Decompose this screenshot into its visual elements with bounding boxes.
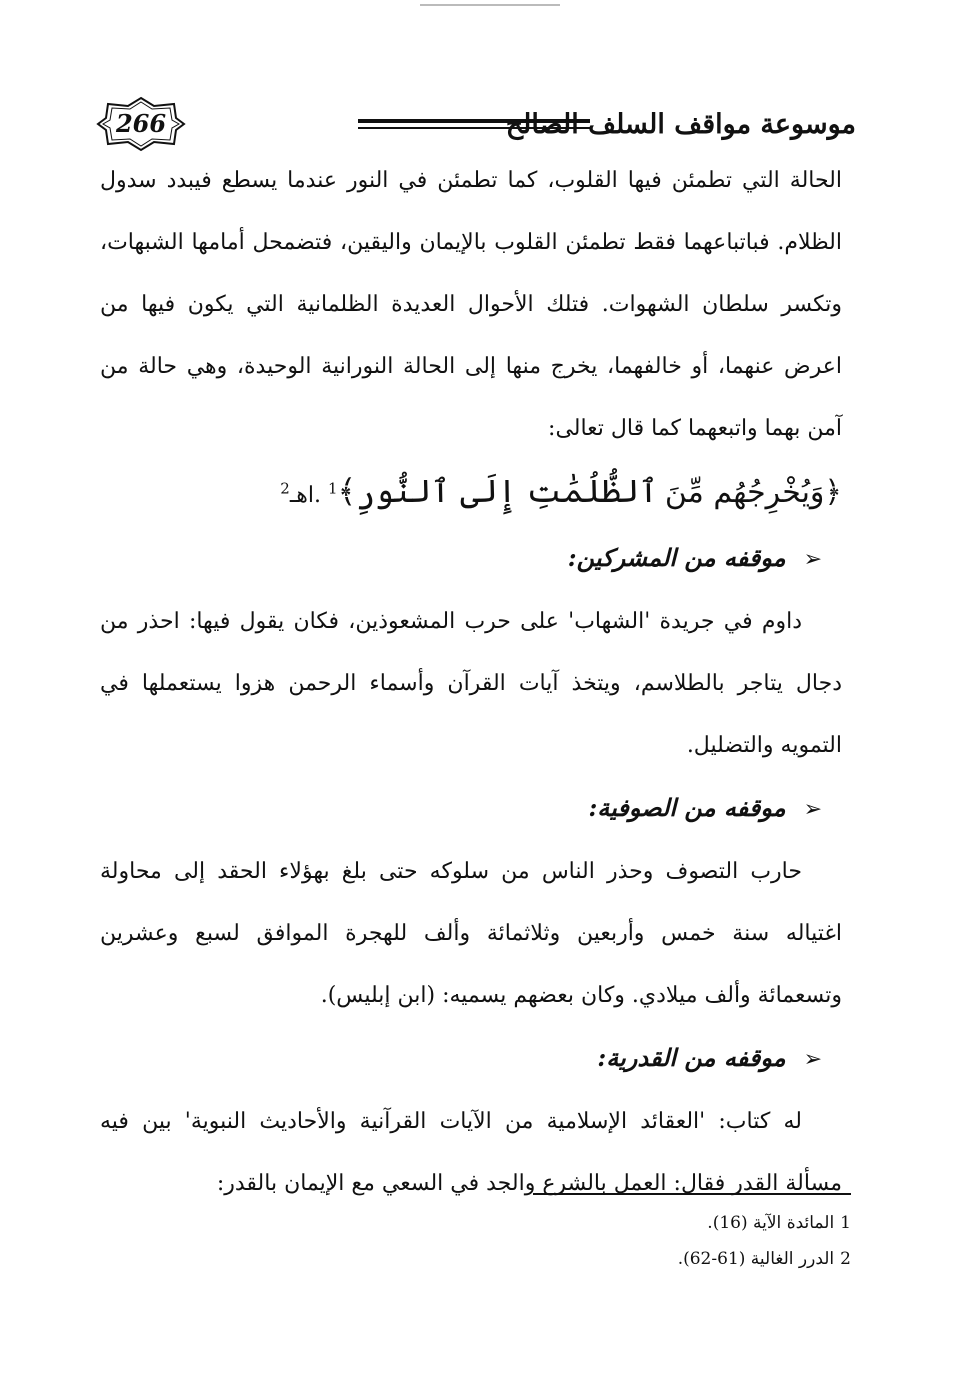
main-text <box>100 150 842 1215</box>
footnote-2 <box>351 1241 851 1277</box>
quran-verse-part-2: ٱلظُّلُمَٰتِ إِلَى ٱلنُّورِ﴾ <box>337 472 658 510</box>
footnote-ref-1[interactable]: 1 <box>327 479 338 498</box>
section-heading-polytheists <box>100 527 842 591</box>
quran-verse-line <box>100 460 842 527</box>
footnote-ref-2[interactable]: 2 <box>280 479 290 498</box>
arrow-bullet-icon: ➢ <box>803 547 822 572</box>
footnote-number: 2 <box>840 1249 851 1269</box>
paragraph-4: له كتاب: 'العقائد الإسلامية من الآيات القرآنية والأحاديث النبوية' بين فيه مسألة القدر فقال: العمل بالشرع والجد في السعي مع الإيمان بالقدر: <box>100 1109 842 1196</box>
footnote-text: الدرر الغالية (61-62). <box>677 1249 835 1269</box>
section-heading-sufis <box>100 777 842 841</box>
arrow-bullet-icon: ➢ <box>803 1047 822 1072</box>
footnote-number: 1 <box>840 1213 851 1233</box>
page-header <box>96 96 856 156</box>
quran-verse-part-1: ﴿وَيُخْرِجُهُم مِّنَ <box>664 475 842 510</box>
footnotes <box>351 1205 851 1277</box>
paragraph-2: داوم في جريدة 'الشهاب' على حرب المشعوذين، فكان يقول فيها: احذر من دجال يتاجر بالطلاسم، ويتخذ آيات القرآن وأسماء الرحمن هزوا يستعملها في التمويه والتضليل. <box>100 609 842 758</box>
section-heading-qadariyya <box>100 1027 842 1091</box>
footnote-1 <box>351 1205 851 1241</box>
heading-text: موقفه من المشركين: <box>567 543 786 572</box>
ending-mark: .اهـ <box>289 483 321 508</box>
top-edge-rule <box>420 4 560 6</box>
paragraph-3: حارب التصوف وحذر الناس من سلوكه حتى بلغ بهؤلاء الحقد إلى محاولة اغتياله سنة خمس وأربعين وثلاثمائة وألف للهجرة الموافق لسبع وعشرين وتسعمائة وألف ميلادي. وكان بعضهم يسميه: (ابن إبليس). <box>100 859 842 1008</box>
footnote-separator <box>533 1193 851 1195</box>
arrow-bullet-icon: ➢ <box>803 797 822 822</box>
paragraph-1: الحالة التي تطمئن فيها القلوب، كما تطمئن في النور عندما يسطع فيبدد سدول الظلام. فباتباعهما فقط تطمئن القلوب بالإيمان واليقين، فتضمحل أمامها الشبهات، وتكسر سلطان الشهوات. فتلك الأحوال العديدة الظلمانية التي يكون فيها من اعرض عنهما، أو خالفهما، يخرج منها إلى الحالة النورانية الوحيدة، وهي حالة من آمن بهما واتبعهما كما قال تعالى: <box>100 168 842 441</box>
heading-text: موقفه من القدرية: <box>597 1043 786 1072</box>
footnote-text: المائدة الآية (16). <box>707 1213 835 1233</box>
book-title: موسوعة مواقف السلف الصالح <box>505 109 856 140</box>
page-number-badge <box>96 96 186 152</box>
heading-text: موقفه من الصوفية: <box>588 793 786 822</box>
page-number: 266 <box>115 109 167 138</box>
